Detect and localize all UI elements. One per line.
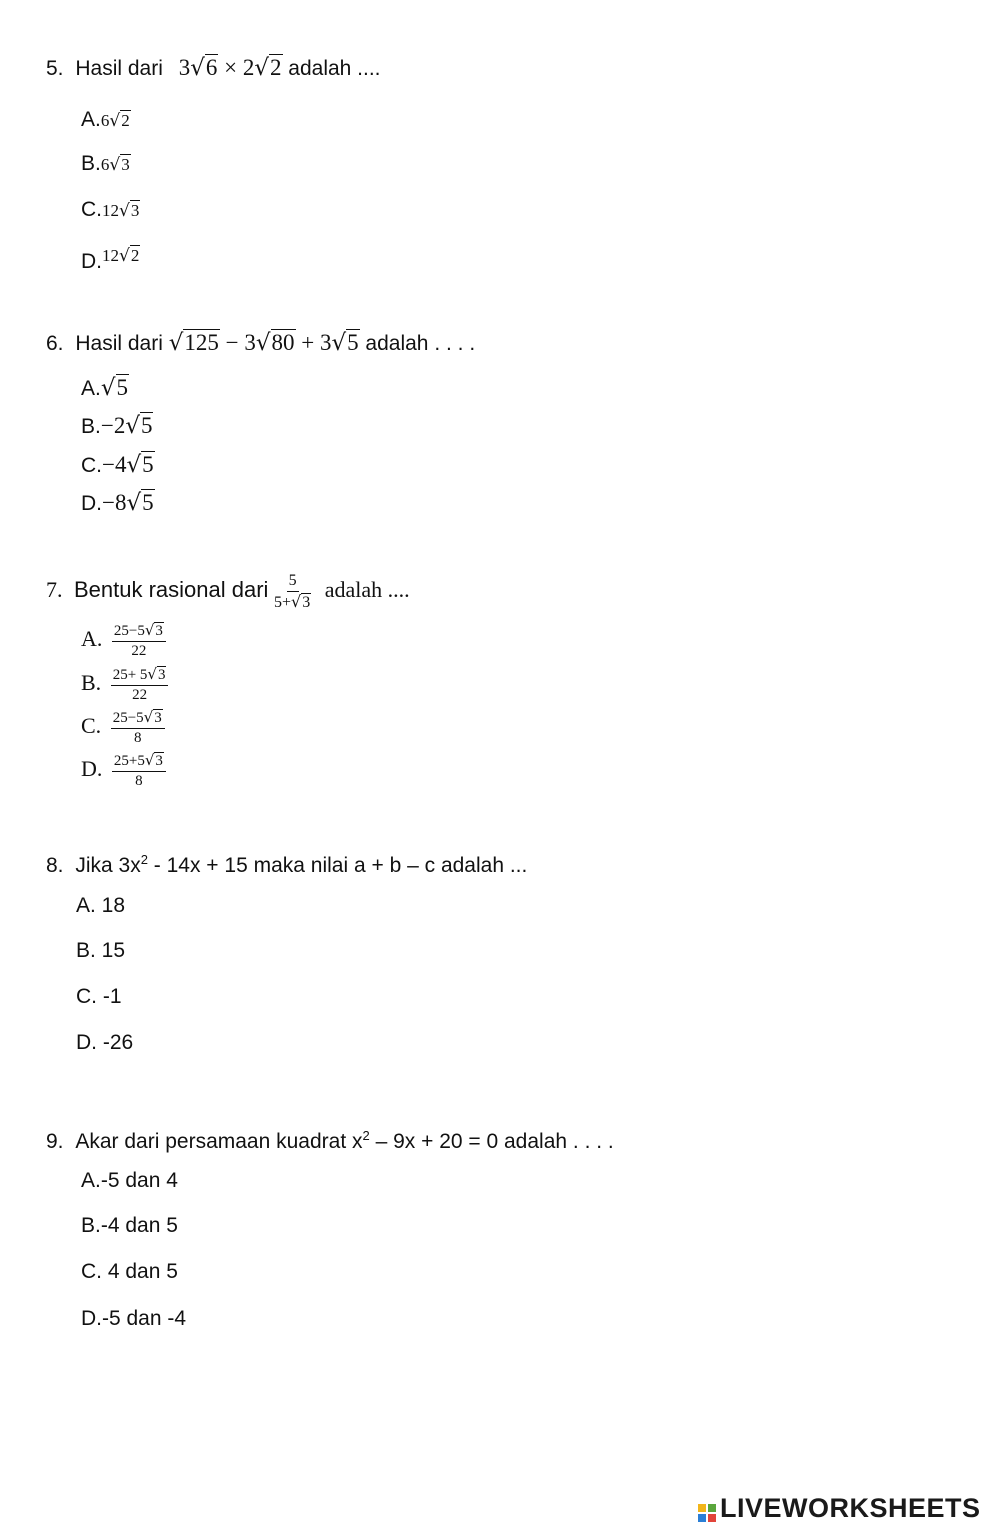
option-5a[interactable]: A.6√2: [81, 108, 130, 131]
question-number: 6.: [46, 332, 64, 355]
option-5d[interactable]: D.$^{12√2}$: [81, 246, 140, 273]
option-6b[interactable]: B.−2√5: [81, 413, 153, 439]
option-9a[interactable]: A.-5 dan 4: [81, 1169, 178, 1192]
logo-text: LIVEWORKSHEETS: [720, 1493, 981, 1523]
option-5b[interactable]: B.6√3: [81, 152, 130, 175]
option-7d[interactable]: D. $\frac{25+5√3}{8}$: [81, 752, 166, 790]
option-9b[interactable]: B.-4 dan 5: [81, 1214, 178, 1237]
option-8c[interactable]: C. -1: [76, 985, 122, 1008]
liveworksheets-logo: [698, 1493, 981, 1524]
question-suffix: adalah ....: [288, 57, 381, 80]
option-9d[interactable]: D.-5 dan -4: [81, 1307, 187, 1330]
question-number: 5.: [46, 57, 64, 80]
option-7b[interactable]: B. $\frac{25+ 5√3}{22}$: [81, 666, 168, 704]
option-6a[interactable]: A.√5: [81, 375, 128, 401]
option-8b[interactable]: B. 15: [76, 939, 126, 962]
option-7c[interactable]: C. $\frac{25-5√3}{8}$: [81, 709, 165, 747]
option-8d[interactable]: D. -26: [76, 1031, 134, 1054]
question-text: Akar dari persamaan kuadrat $x^2 - 9x + 20 = 0$ adalah . . . .: [75, 1128, 614, 1153]
question-suffix: adalah . . . .: [365, 332, 476, 355]
question-7: [46, 566, 410, 614]
question-text: Jika $3x^2 - 14x + 15$ maka nilai a + b – c adalah ...: [75, 852, 528, 877]
math-expression: √125 − 3√80 + 3√5: [168, 330, 359, 356]
fraction: $\frac{5}{5+√3}$: [273, 571, 311, 611]
question-number: 7.: [46, 577, 63, 602]
option-9c[interactable]: C. 4 dan 5: [81, 1260, 178, 1283]
question-text: Hasil dari: [75, 332, 163, 355]
question-text: Hasil dari: [75, 57, 163, 80]
question-8: [46, 847, 527, 879]
logo-icon: [698, 1504, 716, 1522]
option-6c[interactable]: C.−4√5: [81, 452, 154, 478]
option-8a[interactable]: A. 18: [76, 894, 126, 917]
question-5: [46, 55, 381, 82]
math-expression: 3√6 × 2√2: [178, 55, 282, 81]
question-suffix: adalah ....: [324, 577, 410, 602]
option-6d[interactable]: D.−8√5: [81, 490, 154, 516]
question-6: [46, 330, 475, 357]
question-text: Bentuk rasional dari: [74, 577, 269, 602]
question-number: 9.: [46, 1130, 64, 1153]
option-5c[interactable]: C.12√3: [81, 198, 140, 221]
question-9: [46, 1123, 614, 1155]
option-7a[interactable]: A. $\frac{25-5√3}{22}$: [81, 622, 166, 660]
question-number: 8.: [46, 854, 64, 877]
